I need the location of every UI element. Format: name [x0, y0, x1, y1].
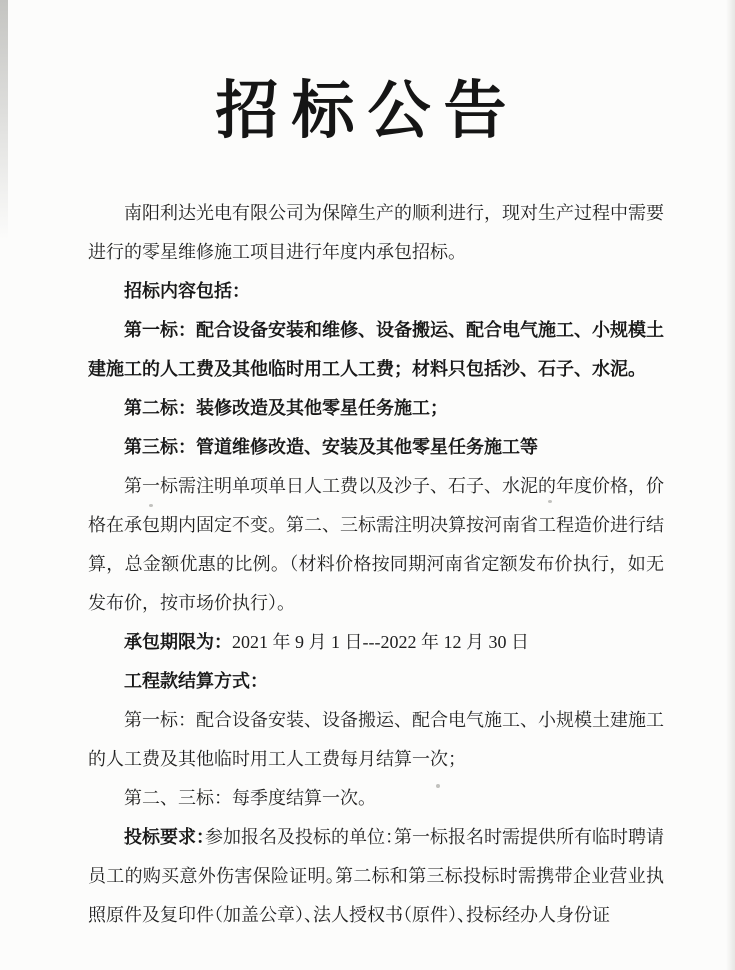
contract-period-label: 承包期限为：: [124, 632, 232, 652]
heading-payment-settlement: 工程款结算方式：: [124, 671, 268, 691]
contract-period-value: 2021 年 9 月 1 日---2022 年 12 月 30 日: [232, 632, 529, 652]
paragraph-pricing-rules: 第一标需注明单项单日人工费以及沙子、石子、水泥的年度价格，价格在承包期内固定不变。第二、三标需注明决算按河南省工程造价进行结算，总金额优惠的比例。（材料价格按同期河南省定额发布价执行，如无发布价，按市场价执行）。: [88, 476, 664, 613]
paragraph-bidding-requirements: [88, 818, 664, 935]
document-body: [88, 194, 664, 935]
item-settlement-bid-1: 第一标：配合设备安装、设备搬运、配合电气施工、小规模土建施工的人工费及其他临时用工人工费每月结算一次；: [88, 710, 664, 769]
item-settlement-bid-2-3: 第二、三标：每季度结算一次。: [124, 788, 376, 808]
item-bid-2-scope: 第二标：装修改造及其他零星任务施工；: [124, 398, 448, 418]
paragraph-intro: 南阳利达光电有限公司为保障生产的顺利进行，现对生产过程中需要进行的零星维修施工项目进行年度内承包招标。: [88, 203, 664, 262]
heading-tender-content: 招标内容包括：: [124, 281, 250, 301]
bidding-requirements-label: 投标要求：: [124, 827, 205, 847]
document-title: 招标公告: [215, 76, 520, 146]
item-bid-3-scope: 第三标：管道维修改造、安装及其他零星任务施工等: [124, 437, 538, 457]
item-bid-1-scope: 第一标：配合设备安装和维修、设备搬运、配合电气施工、小规模土建施工的人工费及其他临时用工人工费；材料只包括沙、石子、水泥。: [88, 320, 664, 379]
bidding-requirements-text: 参加报名及投标的单位：第一标报名时需提供所有临时聘请员工的购买意外伤害保险证明。第二标和第三标投标时需携带企业营业执照原件及复印件（加盖公章）、法人授权书（原件）、投标经办人身份证: [88, 827, 664, 925]
paragraph-contract-period: [88, 623, 664, 662]
